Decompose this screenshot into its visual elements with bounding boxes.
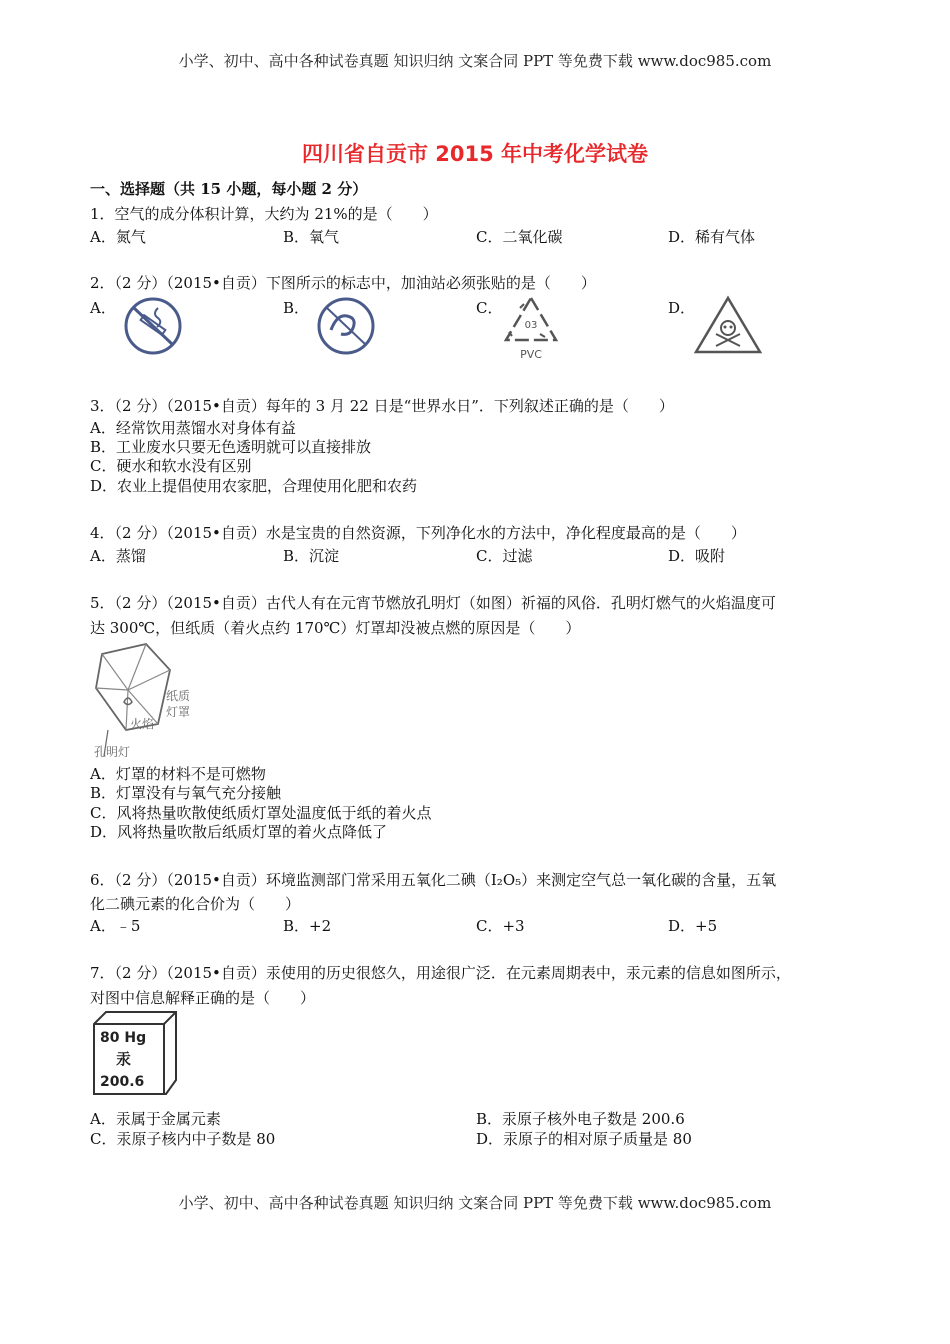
- q7-option-b: B．汞原子核外电子数是 200.6: [476, 1110, 685, 1128]
- element-mass: 200.6: [100, 1074, 145, 1090]
- q5-option-b: B．灯罩没有与氧气充分接触: [90, 784, 282, 802]
- q2-option-d: D．: [668, 299, 696, 317]
- figure-label-flame: 火焰: [130, 717, 155, 731]
- q4-option-c: C．过滤: [476, 547, 533, 565]
- q1-option-a: A．氮气: [90, 228, 146, 246]
- no-smoking-sign-icon: [120, 296, 186, 356]
- q5-option-d: D．风将热量吹散后纸质灯罩的着火点降低了: [90, 823, 388, 841]
- q3-option-a: A．经常饮用蒸馏水对身体有益: [90, 419, 296, 437]
- no-fire-sign-icon: [313, 296, 379, 356]
- mercury-element-cell: [90, 1010, 182, 1096]
- section-heading: 一、选择题（共 15 小题，每小题 2 分）: [90, 180, 368, 198]
- q6-option-c: C．+3: [476, 917, 525, 935]
- exam-title: 四川省自贡市 2015 年中考化学试卷: [301, 142, 649, 166]
- element-name: 汞: [116, 1050, 132, 1068]
- recycle-label: PVC: [520, 348, 542, 361]
- q2-option-b: B．: [283, 299, 310, 317]
- q3-stem: 3．（2 分）（2015•自贡）每年的 3 月 22 日是“世界水日”．下列叙述正确的是（ ）: [90, 397, 674, 415]
- q6-option-a: A．﹣5: [90, 917, 141, 935]
- q7-stem-line2: 对图中信息解释正确的是（ ）: [90, 989, 316, 1007]
- q1-option-c: C．二氧化碳: [476, 228, 563, 246]
- q3-option-b: B．工业废水只要无色透明就可以直接排放: [90, 438, 372, 456]
- q2-stem: 2．（2 分）（2015•自贡）下图所示的标志中，加油站必须张贴的是（ ）: [90, 274, 596, 292]
- q4-option-a: A．蒸馏: [90, 547, 146, 565]
- figure-label-paper: 纸质: [166, 689, 191, 703]
- q7-option-d: D．汞原子的相对原子质量是 80: [476, 1130, 692, 1148]
- q7-stem-line1: 7．（2 分）（2015•自贡）汞使用的历史很悠久，用途很广泛．在元素周期表中，汞元素的信息如图所示，: [90, 964, 791, 982]
- q3-option-c: C．硬水和软水没有区别: [90, 457, 252, 475]
- q5-option-c: C．风将热量吹散使纸质灯罩处温度低于纸的着火点: [90, 804, 432, 822]
- toxic-sign-icon: [692, 294, 764, 356]
- q5-stem-line2: 达 300℃，但纸质（着火点约 170℃）灯罩却没被点燃的原因是（ ）: [90, 619, 581, 637]
- recycle-pvc-sign-icon: [500, 294, 562, 364]
- q4-option-b: B．沉淀: [283, 547, 340, 565]
- element-number-symbol: 80 Hg: [100, 1030, 147, 1046]
- page-footer: 小学、初中、高中各种试卷真题 知识归纳 文案合同 PPT 等免费下载 www.doc985.com: [178, 1194, 772, 1212]
- q4-option-d: D．吸附: [668, 547, 726, 565]
- q3-option-d: D．农业上提倡使用农家肥，合理使用化肥和农药: [90, 477, 418, 495]
- q2-option-c: C．: [476, 299, 503, 317]
- q6-stem-line2: 化二碘元素的化合价为（ ）: [90, 895, 301, 913]
- q6-stem-line1: 6．（2 分）（2015•自贡）环境监测部门常采用五氧化二碘（I₂O₅）来测定空气总一氧化碳的含量，五氧: [90, 871, 777, 889]
- q5-option-a: A．灯罩的材料不是可燃物: [90, 765, 266, 783]
- q1-stem: 1．空气的成分体积计算，大约为 21%的是（ ）: [90, 205, 438, 223]
- recycle-code: 03: [524, 320, 538, 331]
- kongming-lantern-figure: [88, 640, 208, 764]
- page-header: 小学、初中、高中各种试卷真题 知识归纳 文案合同 PPT 等免费下载 www.doc985.com: [178, 52, 772, 70]
- q7-option-c: C．汞原子核内中子数是 80: [90, 1130, 276, 1148]
- q5-stem-line1: 5．（2 分）（2015•自贡）古代人有在元宵节燃放孔明灯（如图）祈福的风俗．孔明灯燃气的火焰温度可: [90, 594, 776, 612]
- q6-option-d: D．+5: [668, 917, 718, 935]
- q1-option-d: D．稀有气体: [668, 228, 756, 246]
- q1-option-b: B．氧气: [283, 228, 340, 246]
- figure-label-shade: 灯罩: [166, 705, 191, 719]
- q2-option-a: A．: [90, 299, 116, 317]
- q4-stem: 4．（2 分）（2015•自贡）水是宝贵的自然资源，下列净化水的方法中，净化程度最高的是（ ）: [90, 524, 746, 542]
- q7-option-a: A．汞属于金属元素: [90, 1110, 221, 1128]
- q6-option-b: B．+2: [283, 917, 332, 935]
- figure-label-lantern: 孔明灯: [94, 745, 131, 759]
